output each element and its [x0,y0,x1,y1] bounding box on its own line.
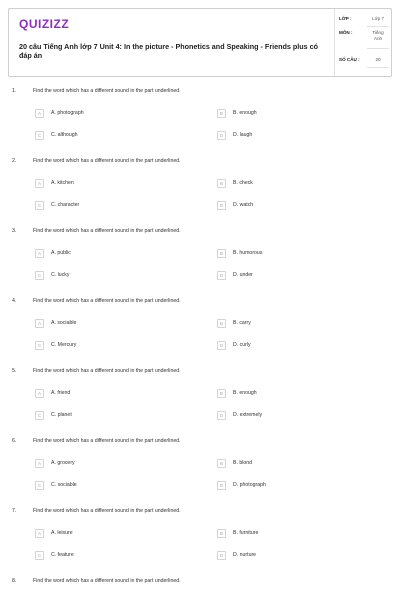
question-text: Find the word which has a different sound in the part underlined. [33,88,181,94]
option-letter-box: B [217,109,226,118]
option-letter-box: C [35,551,44,560]
meta-count-label: SỐ CÂU : [339,57,360,62]
option-letter-box: A [35,529,44,538]
option-text: A. grocery [51,460,75,466]
option-letter-box: B [217,319,226,328]
meta-subject-label: MÔN : [339,30,353,35]
option-letter-box: C [35,201,44,210]
option-text: D. laugh [233,132,253,138]
option-letter-box: D [217,411,226,420]
question-number: 1. [12,88,17,94]
option-letter-box: D [217,131,226,140]
question-5 [0,364,400,434]
option-text: B. carry [233,320,251,326]
option-text: D. under [233,272,253,278]
question-number: 8. [12,578,17,584]
option-text: C. planet [51,412,72,418]
option-text: D. curly [233,342,251,348]
option-letter-box: D [217,271,226,280]
option-letter-box: D [217,481,226,490]
option-letter-box: C [35,481,44,490]
option-letter-box: D [217,341,226,350]
meta-divider [334,9,335,76]
question-6 [0,434,400,504]
option-letter-box: A [35,319,44,328]
option-text: B. enough [233,390,257,396]
option-letter-box: A [35,459,44,468]
option-letter-box: C [35,411,44,420]
option-letter-box: A [35,179,44,188]
quizizz-logo: QUIZIZZ [19,17,70,31]
question-4 [0,294,400,364]
option-letter-box: B [217,459,226,468]
option-text: B. enough [233,110,257,116]
option-text: C. although [51,132,78,138]
option-text: C. lucky [51,272,70,278]
option-text: C. sociable [51,482,77,488]
worksheet-title: 20 câu Tiếng Anh lớp 7 Unit 4: In the picture - Phonetics and Speaking - Friends plus có đáp án [19,42,319,60]
question-3 [0,224,400,294]
option-text: A. photograph [51,110,84,116]
meta-class-value: Lớp 7 [372,16,384,21]
option-text: A. leisure [51,530,73,536]
option-letter-box: B [217,249,226,258]
question-number: 7. [12,508,17,514]
option-letter-box: C [35,341,44,350]
option-letter-box: D [217,551,226,560]
option-text: B. humorous [233,250,263,256]
question-7 [0,504,400,574]
option-text: A. sociable [51,320,77,326]
question-text: Find the word which has a different sound in the part underlined. [33,298,181,304]
question-list [0,84,400,600]
question-8 [0,574,400,600]
option-text: D. nurture [233,552,257,558]
meta-subject-line [367,48,389,49]
question-number: 5. [12,368,17,374]
option-text: A. friend [51,390,71,396]
question-text: Find the word which has a different sound in the part underlined. [33,158,181,164]
question-number: 4. [12,298,17,304]
meta-count-value: 20 [375,57,381,62]
question-1 [0,84,400,154]
option-text: C. character [51,202,80,208]
meta-count-line [367,67,389,68]
option-text: C. Mercury [51,342,77,348]
question-text: Find the word which has a different sound in the part underlined. [33,368,181,374]
option-text: B. furniture [233,530,259,536]
question-text: Find the word which has a different sound in the part underlined. [33,578,181,584]
option-text: B. check [233,180,253,186]
option-letter-box: A [35,249,44,258]
question-number: 3. [12,228,17,234]
option-text: A. kitchen [51,180,74,186]
option-letter-box: C [35,271,44,280]
option-letter-box: C [35,131,44,140]
option-letter-box: A [35,389,44,398]
question-text: Find the word which has a different sound in the part underlined. [33,228,181,234]
option-text: C. feature [51,552,74,558]
option-letter-box: B [217,529,226,538]
option-letter-box: D [217,201,226,210]
meta-class-label: LỚP : [339,16,352,21]
option-text: D. extremely [233,412,263,418]
option-text: B. blond [233,460,253,466]
worksheet-header [8,8,392,77]
question-2 [0,154,400,224]
question-number: 6. [12,438,17,444]
option-letter-box: A [35,109,44,118]
option-text: A. public [51,250,71,256]
question-text: Find the word which has a different sound in the part underlined. [33,438,181,444]
question-number: 2. [12,158,17,164]
meta-class-line [367,26,389,27]
meta-subject-value: Tiếng Anh [372,30,384,41]
option-text: D. photograph [233,482,266,488]
question-text: Find the word which has a different sound in the part underlined. [33,508,181,514]
option-letter-box: B [217,179,226,188]
option-text: D. watch [233,202,254,208]
option-letter-box: B [217,389,226,398]
